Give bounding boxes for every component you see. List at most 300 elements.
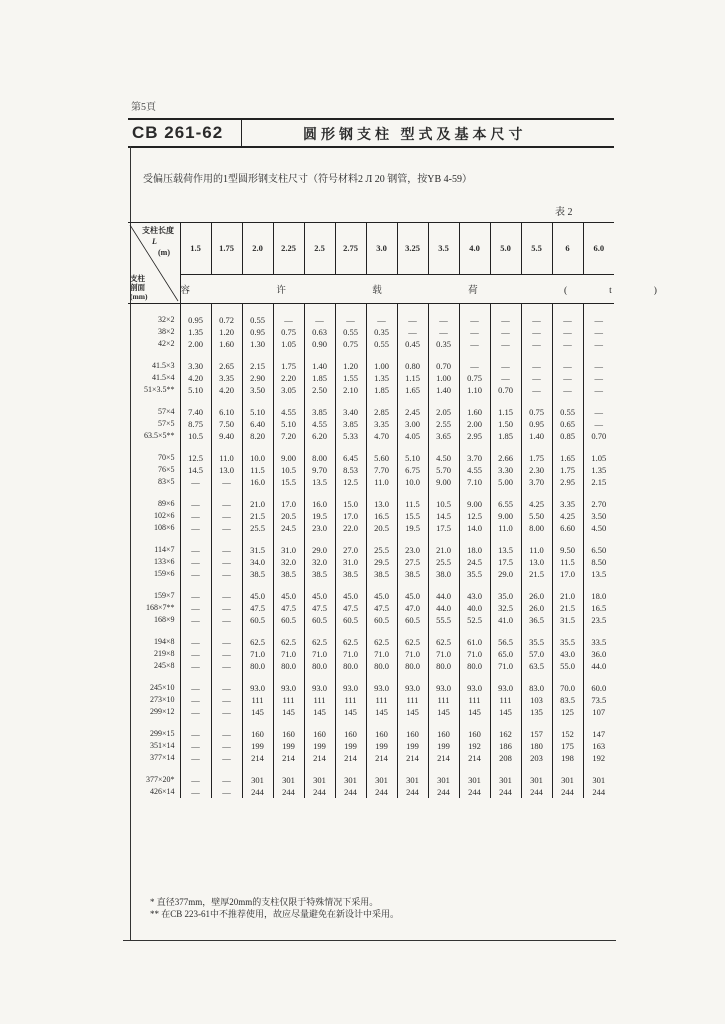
load-value: 2.15 bbox=[583, 476, 614, 488]
load-value: 1.85 bbox=[490, 430, 521, 442]
load-value: 244 bbox=[304, 786, 335, 798]
load-value: 31.0 bbox=[335, 556, 366, 568]
load-value: — bbox=[521, 326, 552, 338]
load-value: 26.0 bbox=[521, 602, 552, 614]
load-value: — bbox=[180, 786, 211, 798]
corner-length-symbol: L bbox=[152, 237, 157, 246]
load-value: 214 bbox=[397, 752, 428, 764]
load-value: 0.75 bbox=[459, 372, 490, 384]
load-value: 27.5 bbox=[397, 556, 428, 568]
load-value: 244 bbox=[459, 786, 490, 798]
group-spacer bbox=[128, 672, 614, 682]
load-value: 199 bbox=[428, 740, 459, 752]
load-value: 93.0 bbox=[459, 682, 490, 694]
load-value: 175 bbox=[552, 740, 583, 752]
load-value: 1.55 bbox=[335, 372, 366, 384]
load-value: — bbox=[180, 510, 211, 522]
load-value: 2.85 bbox=[366, 406, 397, 418]
load-value: — bbox=[211, 510, 242, 522]
load-value: 3.50 bbox=[242, 384, 273, 396]
load-value: 71.0 bbox=[397, 648, 428, 660]
load-value: 93.0 bbox=[242, 682, 273, 694]
load-value: 244 bbox=[583, 786, 614, 798]
table-row bbox=[128, 694, 614, 706]
corner-length-unit: (m) bbox=[158, 248, 170, 257]
load-value: 145 bbox=[335, 706, 366, 718]
load-value: 65.0 bbox=[490, 648, 521, 660]
load-value: 244 bbox=[397, 786, 428, 798]
length-column-header: 3.5 bbox=[428, 223, 459, 275]
load-value: — bbox=[211, 614, 242, 626]
load-value: 56.5 bbox=[490, 636, 521, 648]
load-value: 111 bbox=[366, 694, 397, 706]
load-value: 6.10 bbox=[211, 406, 242, 418]
profile-size: 114×7 bbox=[154, 545, 175, 554]
footnote-1: * 直径377mm，壁厚20mm的支柱仅限于特殊情况下采用。 bbox=[150, 897, 379, 907]
profile-size: 245×10 bbox=[149, 683, 175, 692]
load-value: 4.20 bbox=[211, 384, 242, 396]
load-value: 23.5 bbox=[583, 614, 614, 626]
load-value: 160 bbox=[366, 728, 397, 740]
load-value: 5.10 bbox=[242, 406, 273, 418]
load-value: 7.10 bbox=[459, 476, 490, 488]
load-value: — bbox=[521, 338, 552, 350]
profile-size: 168×7** bbox=[145, 603, 175, 612]
corner-profile-unit: (mm) bbox=[130, 292, 148, 301]
load-value: 3.50 bbox=[583, 510, 614, 522]
load-value: 13.0 bbox=[211, 464, 242, 476]
load-value: 4.50 bbox=[583, 522, 614, 534]
load-value: 11.5 bbox=[397, 498, 428, 510]
load-value: 36.0 bbox=[583, 648, 614, 660]
load-value: — bbox=[490, 360, 521, 372]
table-row bbox=[128, 338, 614, 350]
load-value: — bbox=[521, 372, 552, 384]
load-value: 80.0 bbox=[428, 660, 459, 672]
load-value: 11.5 bbox=[242, 464, 273, 476]
table-row bbox=[128, 406, 614, 418]
load-value: 1.05 bbox=[273, 338, 304, 350]
load-value: 145 bbox=[490, 706, 521, 718]
load-value: 145 bbox=[428, 706, 459, 718]
load-value: — bbox=[211, 568, 242, 580]
load-value: — bbox=[521, 384, 552, 396]
load-value: 17.5 bbox=[428, 522, 459, 534]
load-value: 1.35 bbox=[366, 372, 397, 384]
load-value: — bbox=[180, 556, 211, 568]
load-value: 60.0 bbox=[583, 682, 614, 694]
load-value: — bbox=[366, 314, 397, 326]
profile-size: 51×3.5** bbox=[143, 385, 175, 394]
load-value: 1.60 bbox=[459, 406, 490, 418]
table-row bbox=[128, 476, 614, 488]
load-value: 35.5 bbox=[552, 636, 583, 648]
load-value: 29.0 bbox=[304, 544, 335, 556]
load-value: 301 bbox=[490, 774, 521, 786]
load-value: — bbox=[180, 752, 211, 764]
load-value: 25.5 bbox=[366, 544, 397, 556]
load-value: — bbox=[211, 602, 242, 614]
load-value: 4.55 bbox=[459, 464, 490, 476]
load-value: — bbox=[459, 314, 490, 326]
load-value: — bbox=[304, 314, 335, 326]
load-value: 5.10 bbox=[180, 384, 211, 396]
load-value: 160 bbox=[304, 728, 335, 740]
load-value: 32.0 bbox=[304, 556, 335, 568]
load-value: — bbox=[211, 590, 242, 602]
load-value: 10.0 bbox=[397, 476, 428, 488]
load-value: 111 bbox=[273, 694, 304, 706]
load-value: 12.5 bbox=[335, 476, 366, 488]
load-value: — bbox=[180, 476, 211, 488]
table-row bbox=[128, 752, 614, 764]
load-value: 3.40 bbox=[335, 406, 366, 418]
load-value: 6.40 bbox=[242, 418, 273, 430]
load-value: 62.5 bbox=[397, 636, 428, 648]
corner-profile-header bbox=[130, 274, 148, 301]
load-value: 83.0 bbox=[521, 682, 552, 694]
load-value: — bbox=[521, 314, 552, 326]
load-value: 25.5 bbox=[428, 556, 459, 568]
load-value: 0.75 bbox=[335, 338, 366, 350]
load-value: 17.0 bbox=[552, 568, 583, 580]
load-value: 12.5 bbox=[180, 452, 211, 464]
load-value: 60.5 bbox=[366, 614, 397, 626]
load-value: 47.5 bbox=[273, 602, 304, 614]
load-value: — bbox=[490, 326, 521, 338]
load-value: 21.5 bbox=[552, 602, 583, 614]
load-value: 16.0 bbox=[242, 476, 273, 488]
group-spacer bbox=[128, 718, 614, 728]
load-value: 61.0 bbox=[459, 636, 490, 648]
load-value: 21.5 bbox=[242, 510, 273, 522]
load-value: 0.90 bbox=[304, 338, 335, 350]
load-value: 4.50 bbox=[428, 452, 459, 464]
load-value: 34.0 bbox=[242, 556, 273, 568]
load-value: 15.0 bbox=[335, 498, 366, 510]
load-value: 93.0 bbox=[428, 682, 459, 694]
load-value: 214 bbox=[428, 752, 459, 764]
load-value: 111 bbox=[335, 694, 366, 706]
load-value: 0.95 bbox=[242, 326, 273, 338]
load-value: 162 bbox=[490, 728, 521, 740]
load-value: 27.0 bbox=[335, 544, 366, 556]
profile-size: 42×2 bbox=[157, 339, 175, 348]
load-value: — bbox=[552, 326, 583, 338]
load-value: — bbox=[180, 568, 211, 580]
load-value: — bbox=[180, 648, 211, 660]
load-value: 21.0 bbox=[428, 544, 459, 556]
load-value: 13.0 bbox=[521, 556, 552, 568]
length-column-header: 6 bbox=[552, 223, 583, 275]
load-value: 4.55 bbox=[304, 418, 335, 430]
load-value: 47.5 bbox=[335, 602, 366, 614]
load-value: — bbox=[180, 706, 211, 718]
load-value: 145 bbox=[304, 706, 335, 718]
load-value: 0.63 bbox=[304, 326, 335, 338]
load-value: 71.0 bbox=[242, 648, 273, 660]
load-value: 3.85 bbox=[335, 418, 366, 430]
load-value: — bbox=[211, 556, 242, 568]
load-value: 111 bbox=[428, 694, 459, 706]
load-value: 32.0 bbox=[273, 556, 304, 568]
load-value: 1.00 bbox=[366, 360, 397, 372]
load-value: 3.00 bbox=[397, 418, 428, 430]
load-value: 31.5 bbox=[242, 544, 273, 556]
load-value: 10.0 bbox=[242, 452, 273, 464]
load-value: 160 bbox=[428, 728, 459, 740]
load-value: 60.5 bbox=[242, 614, 273, 626]
load-value: 2.00 bbox=[180, 338, 211, 350]
load-value: 11.0 bbox=[490, 522, 521, 534]
load-value: 0.95 bbox=[180, 314, 211, 326]
load-value: 2.66 bbox=[490, 452, 521, 464]
load-value: — bbox=[180, 728, 211, 740]
table-row bbox=[128, 498, 614, 510]
load-value: 13.5 bbox=[583, 568, 614, 580]
table-row bbox=[128, 510, 614, 522]
load-value: 5.10 bbox=[273, 418, 304, 430]
standard-code: CB 261-62 bbox=[132, 123, 224, 142]
load-value: — bbox=[211, 682, 242, 694]
load-value: — bbox=[273, 314, 304, 326]
load-value: 20.5 bbox=[366, 522, 397, 534]
length-column-header: 2.5 bbox=[304, 223, 335, 275]
load-value: 157 bbox=[521, 728, 552, 740]
load-value: 45.0 bbox=[273, 590, 304, 602]
table-row bbox=[128, 556, 614, 568]
load-value: 35.5 bbox=[521, 636, 552, 648]
load-value: 60.5 bbox=[335, 614, 366, 626]
group-spacer bbox=[128, 534, 614, 544]
load-value: 1.35 bbox=[583, 464, 614, 476]
load-value: 18.0 bbox=[583, 590, 614, 602]
load-value: 25.5 bbox=[242, 522, 273, 534]
load-value: 45.0 bbox=[304, 590, 335, 602]
load-value: 13.5 bbox=[490, 544, 521, 556]
load-value: 1.65 bbox=[397, 384, 428, 396]
profile-size: 83×5 bbox=[157, 477, 175, 486]
load-value: 6.50 bbox=[583, 544, 614, 556]
load-value: 145 bbox=[459, 706, 490, 718]
load-value: — bbox=[180, 498, 211, 510]
load-value: 10.5 bbox=[428, 498, 459, 510]
load-value: 11.5 bbox=[552, 556, 583, 568]
load-value: 22.0 bbox=[335, 522, 366, 534]
load-value: 8.00 bbox=[304, 452, 335, 464]
load-value: 21.0 bbox=[242, 498, 273, 510]
load-value: 35.5 bbox=[459, 568, 490, 580]
table-row bbox=[128, 464, 614, 476]
load-value: 31.5 bbox=[552, 614, 583, 626]
length-column-header: 1.75 bbox=[211, 223, 242, 275]
load-value: 301 bbox=[366, 774, 397, 786]
profile-size: 245×8 bbox=[153, 661, 175, 670]
load-value: 301 bbox=[397, 774, 428, 786]
load-value: 9.00 bbox=[428, 476, 459, 488]
load-value: 71.0 bbox=[459, 648, 490, 660]
load-value: 47.5 bbox=[366, 602, 397, 614]
load-value: 4.20 bbox=[180, 372, 211, 384]
load-value: 111 bbox=[304, 694, 335, 706]
load-value: 6.45 bbox=[335, 452, 366, 464]
table-row bbox=[128, 728, 614, 740]
load-value: 1.65 bbox=[552, 452, 583, 464]
load-value: — bbox=[180, 740, 211, 752]
load-value: 2.00 bbox=[459, 418, 490, 430]
load-value: 244 bbox=[521, 786, 552, 798]
load-value: 6.60 bbox=[552, 522, 583, 534]
load-value: — bbox=[583, 326, 614, 338]
load-value: 93.0 bbox=[366, 682, 397, 694]
table-row bbox=[128, 660, 614, 672]
load-value: — bbox=[552, 360, 583, 372]
load-value: 199 bbox=[242, 740, 273, 752]
load-value: — bbox=[211, 694, 242, 706]
load-value: 10.5 bbox=[273, 464, 304, 476]
load-value: 8.53 bbox=[335, 464, 366, 476]
load-value: 1.50 bbox=[490, 418, 521, 430]
table-row bbox=[128, 706, 614, 718]
load-value: — bbox=[211, 774, 242, 786]
load-value: 38.5 bbox=[366, 568, 397, 580]
load-value: 1.15 bbox=[490, 406, 521, 418]
load-value: 2.90 bbox=[242, 372, 273, 384]
table-row bbox=[128, 372, 614, 384]
load-value: 186 bbox=[490, 740, 521, 752]
load-value: 199 bbox=[366, 740, 397, 752]
load-value: 31.0 bbox=[273, 544, 304, 556]
load-value: — bbox=[180, 660, 211, 672]
load-value: — bbox=[211, 786, 242, 798]
load-value: 301 bbox=[242, 774, 273, 786]
load-value: 13.0 bbox=[366, 498, 397, 510]
load-value: — bbox=[211, 728, 242, 740]
load-value: 198 bbox=[552, 752, 583, 764]
profile-size: 351×14 bbox=[149, 741, 175, 750]
load-value: 180 bbox=[521, 740, 552, 752]
load-value: 16.0 bbox=[304, 498, 335, 510]
load-value: 0.75 bbox=[521, 406, 552, 418]
load-value: 55.5 bbox=[428, 614, 459, 626]
load-value: — bbox=[180, 544, 211, 556]
load-value: 214 bbox=[366, 752, 397, 764]
load-value: 5.50 bbox=[521, 510, 552, 522]
load-value: 11.0 bbox=[211, 452, 242, 464]
load-value: 2.50 bbox=[304, 384, 335, 396]
load-value: 135 bbox=[521, 706, 552, 718]
load-value: 62.5 bbox=[242, 636, 273, 648]
load-value: 80.0 bbox=[459, 660, 490, 672]
load-value: 15.5 bbox=[397, 510, 428, 522]
load-value: 1.10 bbox=[459, 384, 490, 396]
load-value: 60.5 bbox=[304, 614, 335, 626]
load-value: 3.05 bbox=[273, 384, 304, 396]
load-value: 107 bbox=[583, 706, 614, 718]
load-value: 0.55 bbox=[242, 314, 273, 326]
load-value: — bbox=[335, 314, 366, 326]
load-value: 71.0 bbox=[335, 648, 366, 660]
load-value: — bbox=[211, 544, 242, 556]
load-value: 214 bbox=[273, 752, 304, 764]
load-value: 8.75 bbox=[180, 418, 211, 430]
load-value: 43.0 bbox=[552, 648, 583, 660]
load-value: 160 bbox=[397, 728, 428, 740]
load-value: — bbox=[459, 360, 490, 372]
profile-size: 377×14 bbox=[149, 753, 175, 762]
load-value: 2.30 bbox=[521, 464, 552, 476]
load-value: 5.60 bbox=[366, 452, 397, 464]
load-value: 11.0 bbox=[521, 544, 552, 556]
load-value: 0.70 bbox=[428, 360, 459, 372]
load-value: 0.80 bbox=[397, 360, 428, 372]
load-value: 3.65 bbox=[428, 430, 459, 442]
load-value: 199 bbox=[273, 740, 304, 752]
load-value: 244 bbox=[366, 786, 397, 798]
load-value: 1.35 bbox=[180, 326, 211, 338]
load-value: 7.40 bbox=[180, 406, 211, 418]
load-value: — bbox=[459, 338, 490, 350]
load-value: 244 bbox=[428, 786, 459, 798]
load-value: 35.0 bbox=[490, 590, 521, 602]
table-row bbox=[128, 614, 614, 626]
load-value: 214 bbox=[242, 752, 273, 764]
load-value: 125 bbox=[552, 706, 583, 718]
load-value: 70.0 bbox=[552, 682, 583, 694]
load-value: 0.70 bbox=[490, 384, 521, 396]
load-value: 47.5 bbox=[304, 602, 335, 614]
group-spacer bbox=[128, 764, 614, 774]
length-column-header: 3.0 bbox=[366, 223, 397, 275]
header-divider bbox=[241, 120, 242, 146]
load-value: — bbox=[397, 326, 428, 338]
load-value: 26.0 bbox=[521, 590, 552, 602]
load-value: 8.50 bbox=[583, 556, 614, 568]
load-value: 5.00 bbox=[490, 476, 521, 488]
load-value: — bbox=[211, 752, 242, 764]
load-value: 111 bbox=[490, 694, 521, 706]
corner-length-label: 支柱长度 bbox=[142, 226, 174, 235]
load-value: 0.35 bbox=[366, 326, 397, 338]
load-value: 62.5 bbox=[335, 636, 366, 648]
load-value: 6.55 bbox=[490, 498, 521, 510]
load-value: — bbox=[397, 314, 428, 326]
load-value: 2.15 bbox=[242, 360, 273, 372]
load-value: 80.0 bbox=[273, 660, 304, 672]
load-value: 80.0 bbox=[304, 660, 335, 672]
load-value: 45.0 bbox=[366, 590, 397, 602]
load-value: — bbox=[583, 406, 614, 418]
load-value: 43.0 bbox=[459, 590, 490, 602]
load-value: 29.0 bbox=[490, 568, 521, 580]
load-value: 6.20 bbox=[304, 430, 335, 442]
standard-header bbox=[128, 118, 614, 148]
length-column-header: 2.75 bbox=[335, 223, 366, 275]
load-value: 9.00 bbox=[459, 498, 490, 510]
load-value: 199 bbox=[304, 740, 335, 752]
profile-size: 377×20* bbox=[145, 775, 175, 784]
load-value: 18.0 bbox=[459, 544, 490, 556]
load-value: 8.20 bbox=[242, 430, 273, 442]
load-value: — bbox=[211, 522, 242, 534]
load-value: 80.0 bbox=[366, 660, 397, 672]
load-value: 3.35 bbox=[211, 372, 242, 384]
load-value: 80.0 bbox=[335, 660, 366, 672]
load-value: — bbox=[428, 326, 459, 338]
load-value: 63.5 bbox=[521, 660, 552, 672]
load-value: — bbox=[211, 740, 242, 752]
load-value: 4.05 bbox=[397, 430, 428, 442]
